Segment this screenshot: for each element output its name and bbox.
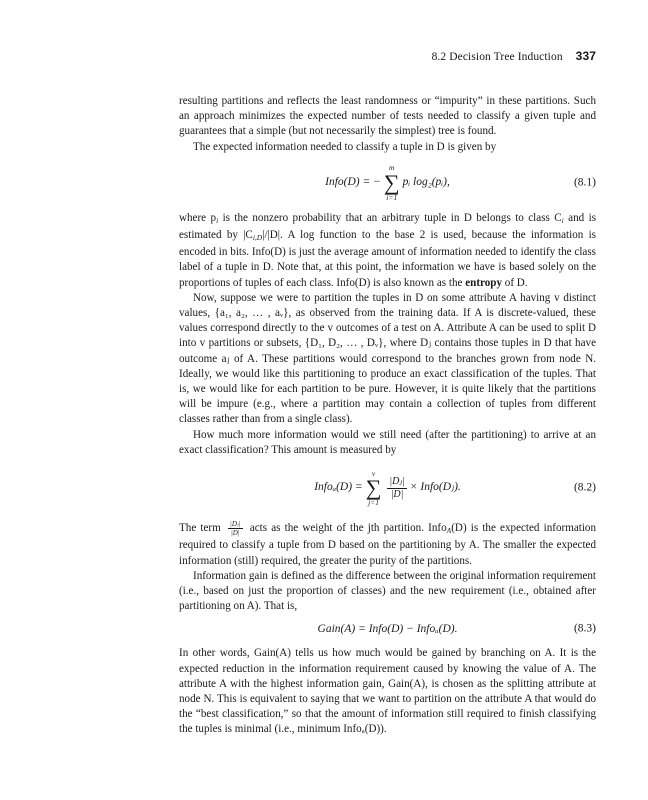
eq3-number: (8.3) <box>573 622 596 635</box>
eq2-sum-upper: v <box>371 468 376 478</box>
eq2-summation <box>366 470 382 507</box>
p3-a: where p <box>179 211 217 224</box>
p6-a: The term <box>179 522 225 535</box>
body-text <box>179 94 596 738</box>
paragraph-7: Information gain is defined as the difference between the original information requirement (i.e., based on just the proportion of classes) and the new requirement (i.e., obtained after partitioning on A). That is, <box>179 569 596 613</box>
p3-c-sub: i,D <box>252 233 263 243</box>
inline-weight-fraction <box>228 520 243 537</box>
equation-8-3 <box>179 614 596 644</box>
eq2-frac-numerator: |Dⱼ| <box>389 475 405 487</box>
eq1-sum-upper: m <box>389 163 395 173</box>
eq1-number: (8.1) <box>573 176 596 189</box>
eq2-sum-lower: j=1 <box>368 498 379 508</box>
eq1-lhs: Info(D) = − <box>325 176 381 189</box>
sigma-symbol: ∑ <box>365 475 382 501</box>
p6-b-sub: A <box>446 526 452 536</box>
paragraph-6 <box>179 520 596 569</box>
eq3-formula: Gain(A) = Info(D) − Infoₐ(D). <box>317 622 458 635</box>
p3-e: of D. <box>502 276 528 289</box>
sigma-symbol: ∑ <box>383 169 400 195</box>
equation-8-2 <box>179 460 596 516</box>
eq2-fraction <box>387 476 406 501</box>
section-title: 8.2 Decision Tree Induction <box>431 51 563 63</box>
entropy-term: entropy <box>465 276 502 289</box>
p3-a-sub: i <box>216 215 219 225</box>
p3-c: and is estimated by |C <box>179 211 597 242</box>
paragraph-4: Now, suppose we were to partition the tuples in D on some attribute A having v distinct values, {a₁, a₂, … , aᵥ}, as observed from the training data. If A is discrete-valued, these values correspond directly to the v outcomes of a test on A. Attribute A can be used to split D into v partitions or subsets, {D₁, D₂, … , Dᵥ}, where Dⱼ contains those tuples in D that have outcome aⱼ of A. These partitions would correspond to the branches grown from node N. Ideally, we would like this partitioning to produce an exact classification of the tuples. That is, we would like for each partition to be pure. However, it is quite likely that the partitions will be impure (e.g., where a partition may contain a collection of tuples from different classes rather than from a single class). <box>179 291 596 426</box>
running-header <box>432 49 596 63</box>
eq2-frac-denominator: |D| <box>390 488 404 500</box>
eq1-rhs: pᵢ log₂(pᵢ), <box>402 176 450 189</box>
paragraph-5: How much more information would we still need (after the partitioning) to arrive at an exact classification? This amount is measured by <box>179 428 596 456</box>
eq1-summation <box>384 164 400 201</box>
p3-b-sub: i <box>561 215 564 225</box>
eq2-rhs: × Info(Dⱼ). <box>409 481 461 494</box>
eq2-lhs: Infoₐ(D) = <box>314 481 363 494</box>
inline-frac-numerator: |Dⱼ| <box>229 520 241 529</box>
paragraph-1: resulting partitions and reflects the least randomness or “impurity” in these partitions. Such an approach minimizes the expected number of tests needed to classify a given tuple and guarantees that a simple (but not necessarily the simplest) tree is found. <box>179 95 596 138</box>
p3-d: |/|D|. A log function to the base 2 is used, because the information is encoded in bits. Info(D) is just the average amount of information needed to identify the class label of a tuple in D. Note that, at this point, the information we have is based solely on the proportions of tuples of each class. Info(D) is also known as the <box>179 229 596 289</box>
equation-8-1 <box>179 157 596 209</box>
page-number: 337 <box>575 49 596 63</box>
paragraph-8: In other words, Gain(A) tells us how much would be gained by branching on A. It is the expected reduction in the information requirement caused by knowing the value of A. The attribute A with the highest information gain, Gain(A), is chosen as the splitting attribute at node N. This is equivalent to saying that we want to partition on the attribute A that would do the “best classification,” so that the amount of information still required to finish classifying the tuples is minimal (i.e., minimum Infoₐ(D)). <box>179 647 596 736</box>
p6-b: acts as the weight of the jth partition. Info <box>245 522 447 535</box>
paragraph-2: The expected information needed to classify a tuple in D is given by <box>193 140 497 153</box>
inline-frac-denominator: |D| <box>230 529 240 538</box>
eq1-sum-lower: i=1 <box>386 192 398 202</box>
p3-b: is the nonzero probability that an arbitrary tuple in D belongs to class C <box>218 211 562 224</box>
p6-c: (D) is the expected information required to classify a tuple from D based on the partitioning by A. The smaller the expected information (still) required, the greater the purity of the partitions. <box>179 522 597 567</box>
eq2-number: (8.2) <box>573 481 596 494</box>
paragraph-3 <box>179 211 596 291</box>
